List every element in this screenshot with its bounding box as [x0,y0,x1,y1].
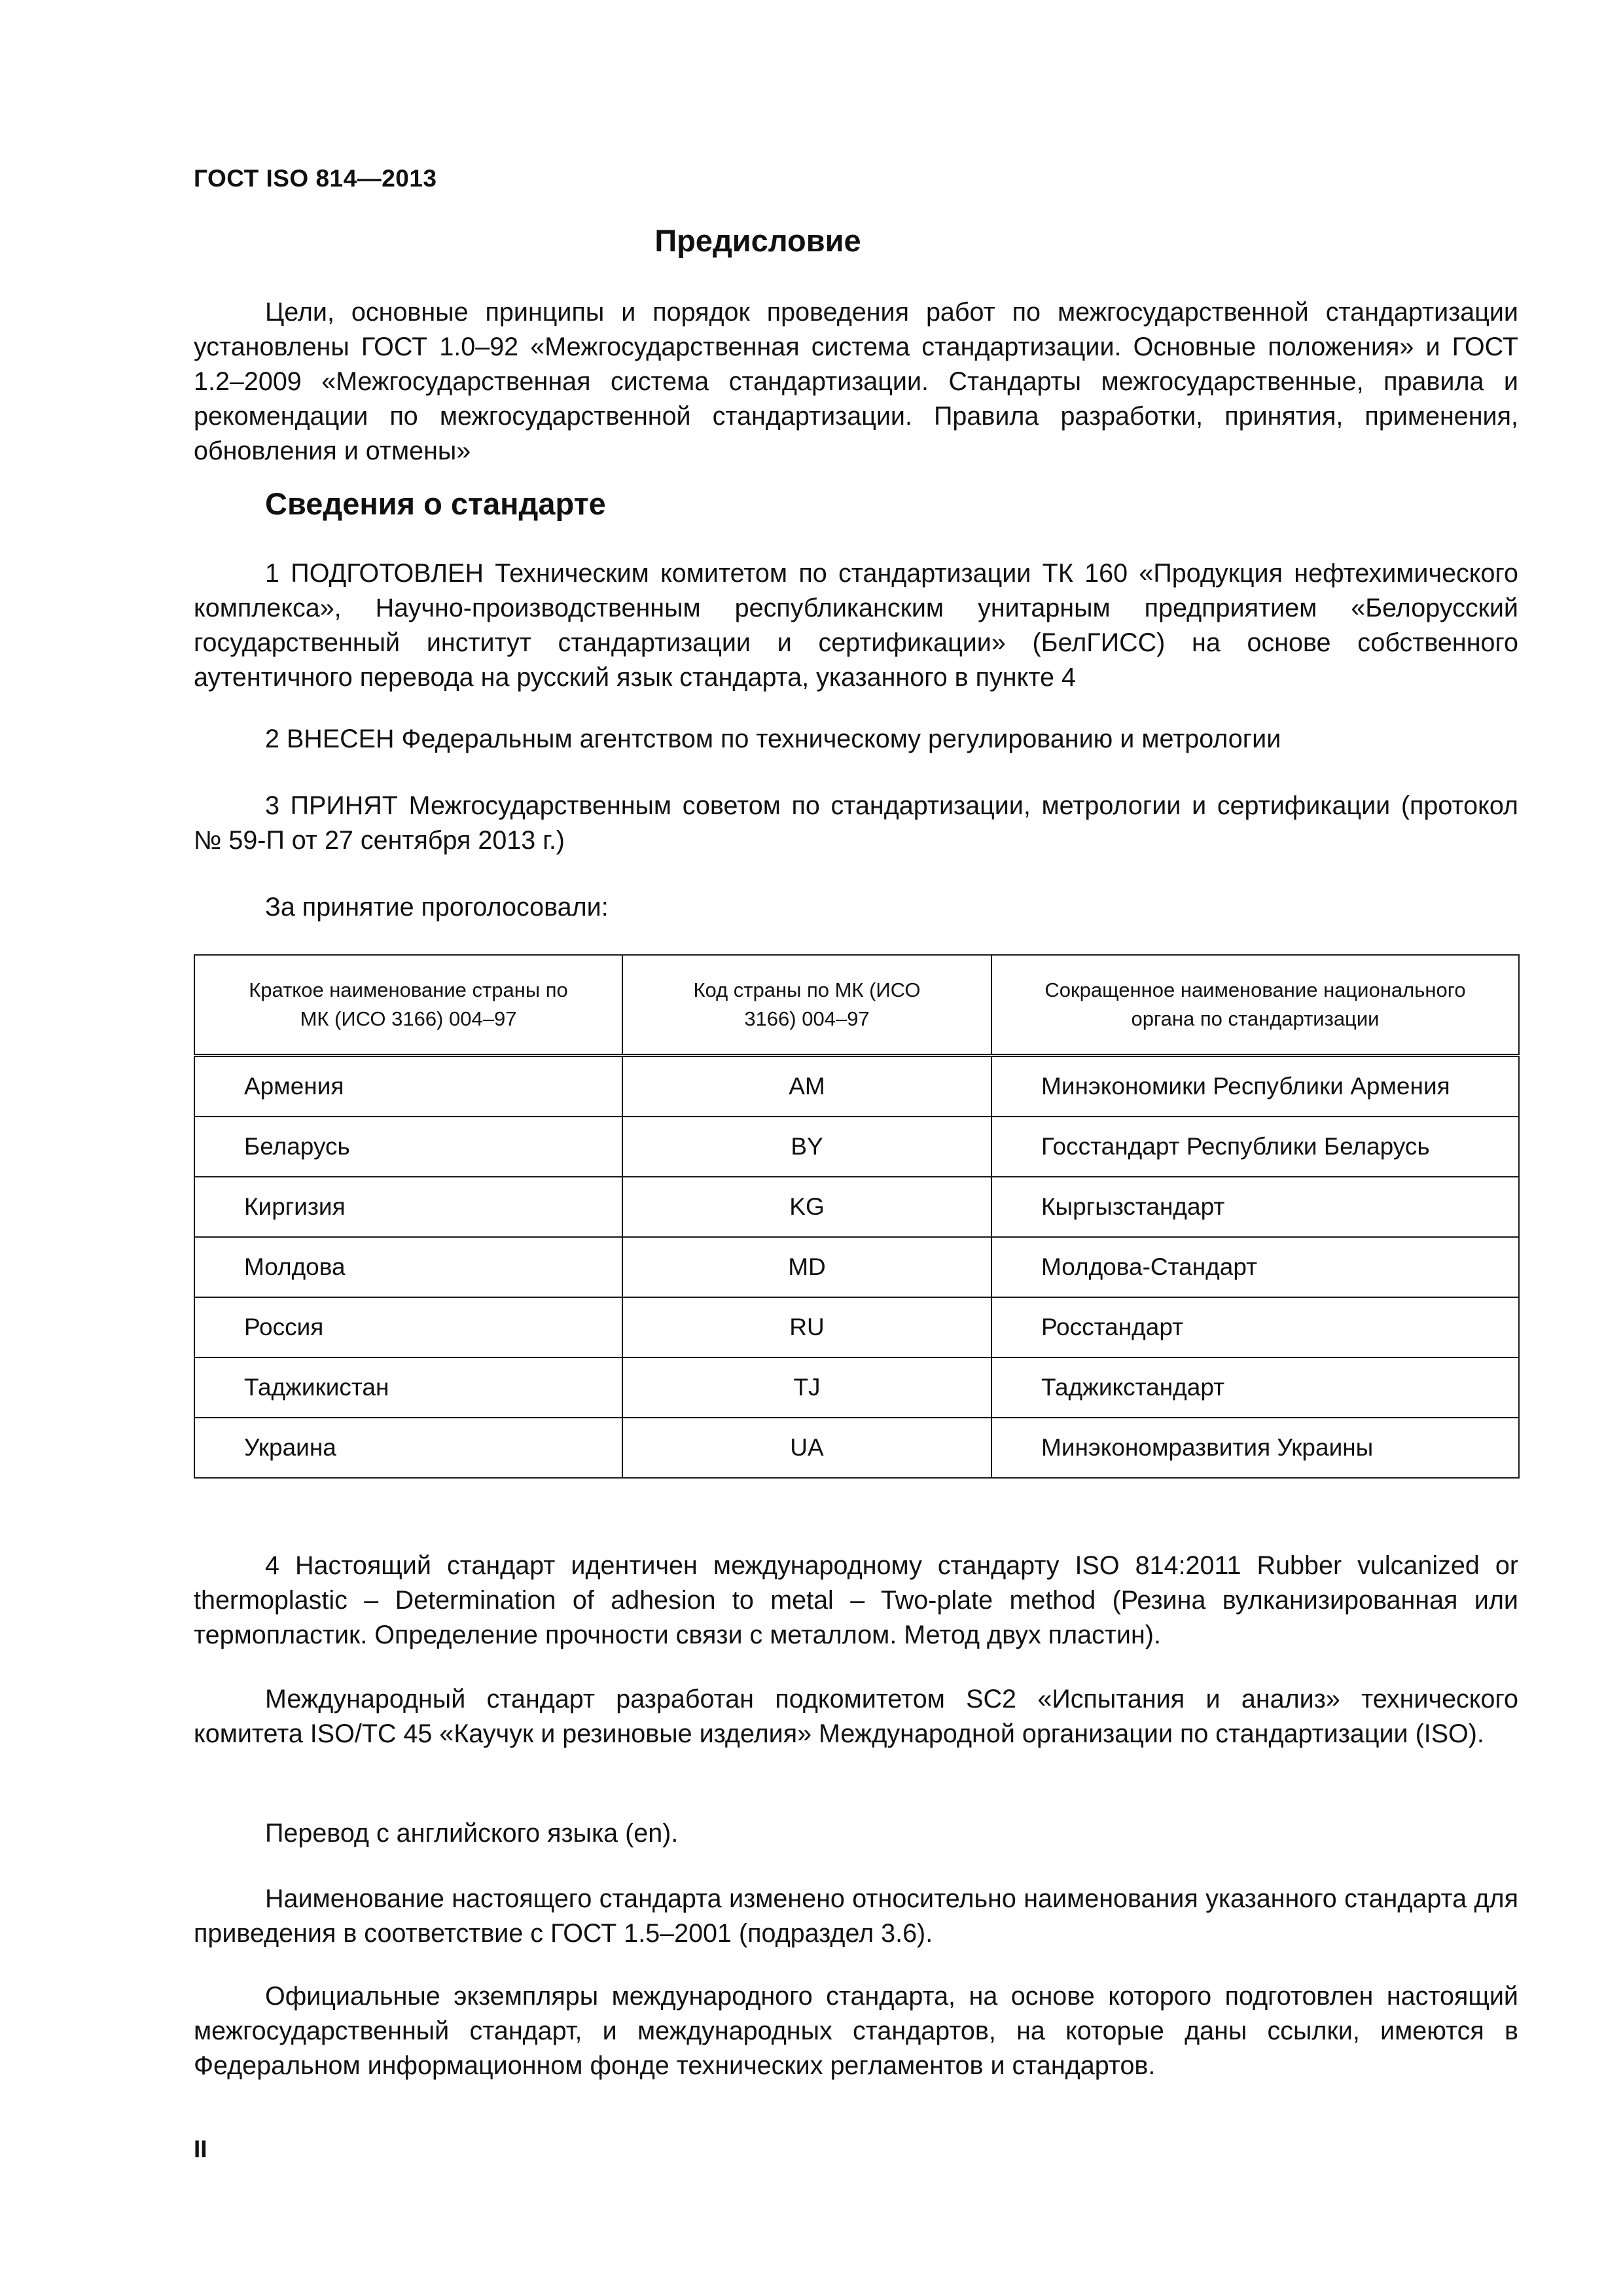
table-row [194,1056,1519,1117]
foreword-paragraph: Цели, основные принципы и порядок проведения работ по межгосударственной стандартизации установлены ГОСТ 1.0–92 «Межгосударственная система стандартизации. Основные положения» и ГОСТ 1.2–2009 «Межгосударственная система стандартизации. Стандарты межгосударственные, правила и рекомендации по межгосударственной стандартизации. Правила разработки, принятия, применения, обновления и отмены» [194,298,1518,465]
document-code: ГОСТ ISO 814—2013 [194,165,437,192]
table-row [194,1297,1519,1357]
intl-developed-paragraph: Международный стандарт разработан подкомитетом SC2 «Испытания и анализ» технического комитета ISO/TC 45 «Каучук и резиновые изделия» Международной организации по стандартизации (ISO). [194,1685,1518,1748]
national-body-cell: Таджикстандарт [991,1357,1519,1418]
voted-label: За принятие проголосовали: [265,893,609,922]
translation-paragraph: Перевод с английского языка (en). [265,1819,679,1848]
header-country-name-text: Краткое наименование страны по МК (ИСО 3166) 004–97 [249,978,568,1030]
code-cell: TJ [622,1357,991,1418]
name-changed-paragraph: Наименование настоящего стандарта изменено относительно наименования указанного стандарта для приведения в соответствие с ГОСТ 1.5–2001 (подраздел 3.6). [194,1884,1518,1948]
country-cell: Киргизия [194,1177,622,1237]
table-header-row [194,955,1519,1056]
code-cell: BY [622,1117,991,1177]
page-number: II [194,2136,207,2162]
national-body-cell: Кыргызстандарт [991,1177,1519,1237]
code-cell: RU [622,1297,991,1357]
code-cell: AM [622,1056,991,1117]
header-national-body [991,955,1519,1056]
item-3-paragraph: 3 ПРИНЯТ Межгосударственным советом по стандартизации, метрологии и сертификации (протокол № 59-П от 27 сентября 2013 г.) [194,791,1518,855]
country-cell: Россия [194,1297,622,1357]
header-national-body-text: Сокращенное наименование национального органа по стандартизации [1044,978,1466,1030]
national-body-cell: Минэкономики Республики Армения [991,1056,1519,1117]
item-2-paragraph: 2 ВНЕСЕН Федеральным агентством по техническому регулированию и метрологии [265,725,1281,753]
country-cell: Армения [194,1056,622,1117]
voting-countries-table [194,954,1520,1479]
national-body-cell: Госстандарт Республики Беларусь [991,1117,1519,1177]
table-row [194,1117,1519,1177]
header-country-code [622,955,991,1056]
official-copies-paragraph: Официальные экземпляры международного стандарта, на основе которого подготовлен настоящий межгосударственный стандарт, и международных стандартов, на которые даны ссылки, имеются в Федеральном информационном фонде технических регламентов и стандартов. [194,1982,1518,2080]
standard-info-heading: Сведения о стандарте [265,486,606,521]
header-country-name [194,955,622,1056]
country-cell: Таджикистан [194,1357,622,1418]
table-row [194,1418,1519,1478]
foreword-heading: Предисловие [654,223,861,258]
country-cell: Молдова [194,1237,622,1297]
item-1-paragraph: 1 ПОДГОТОВЛЕН Техническим комитетом по стандартизации ТК 160 «Продукция нефтехимического комплекса», Научно-производственным республиканским унитарным предприятием «Белорусский государственный институт стандартизации и сертификации» (БелГИСС) на основе собственного аутентичного перевода на русский язык стандарта, указанного в пункте 4 [194,559,1518,692]
national-body-cell: Молдова-Стандарт [991,1237,1519,1297]
country-cell: Беларусь [194,1117,622,1177]
national-body-cell: Росстандарт [991,1297,1519,1357]
header-country-code-text: Код страны по МК (ИСО 3166) 004–97 [693,978,921,1030]
table-row [194,1177,1519,1237]
table-row [194,1357,1519,1418]
code-cell: MD [622,1237,991,1297]
code-cell: UA [622,1418,991,1478]
table-row [194,1237,1519,1297]
national-body-cell: Минэкономразвития Украины [991,1418,1519,1478]
country-cell: Украина [194,1418,622,1478]
code-cell: KG [622,1177,991,1237]
item-4-paragraph: 4 Настоящий стандарт идентичен международному стандарту ISO 814:2011 Rubber vulcanized or thermoplastic – Determination of adhesion to metal – Two-plate method (Резина вулканизированная или термопластик. Определение прочности связи с металлом. Метод двух пластин). [194,1551,1518,1649]
